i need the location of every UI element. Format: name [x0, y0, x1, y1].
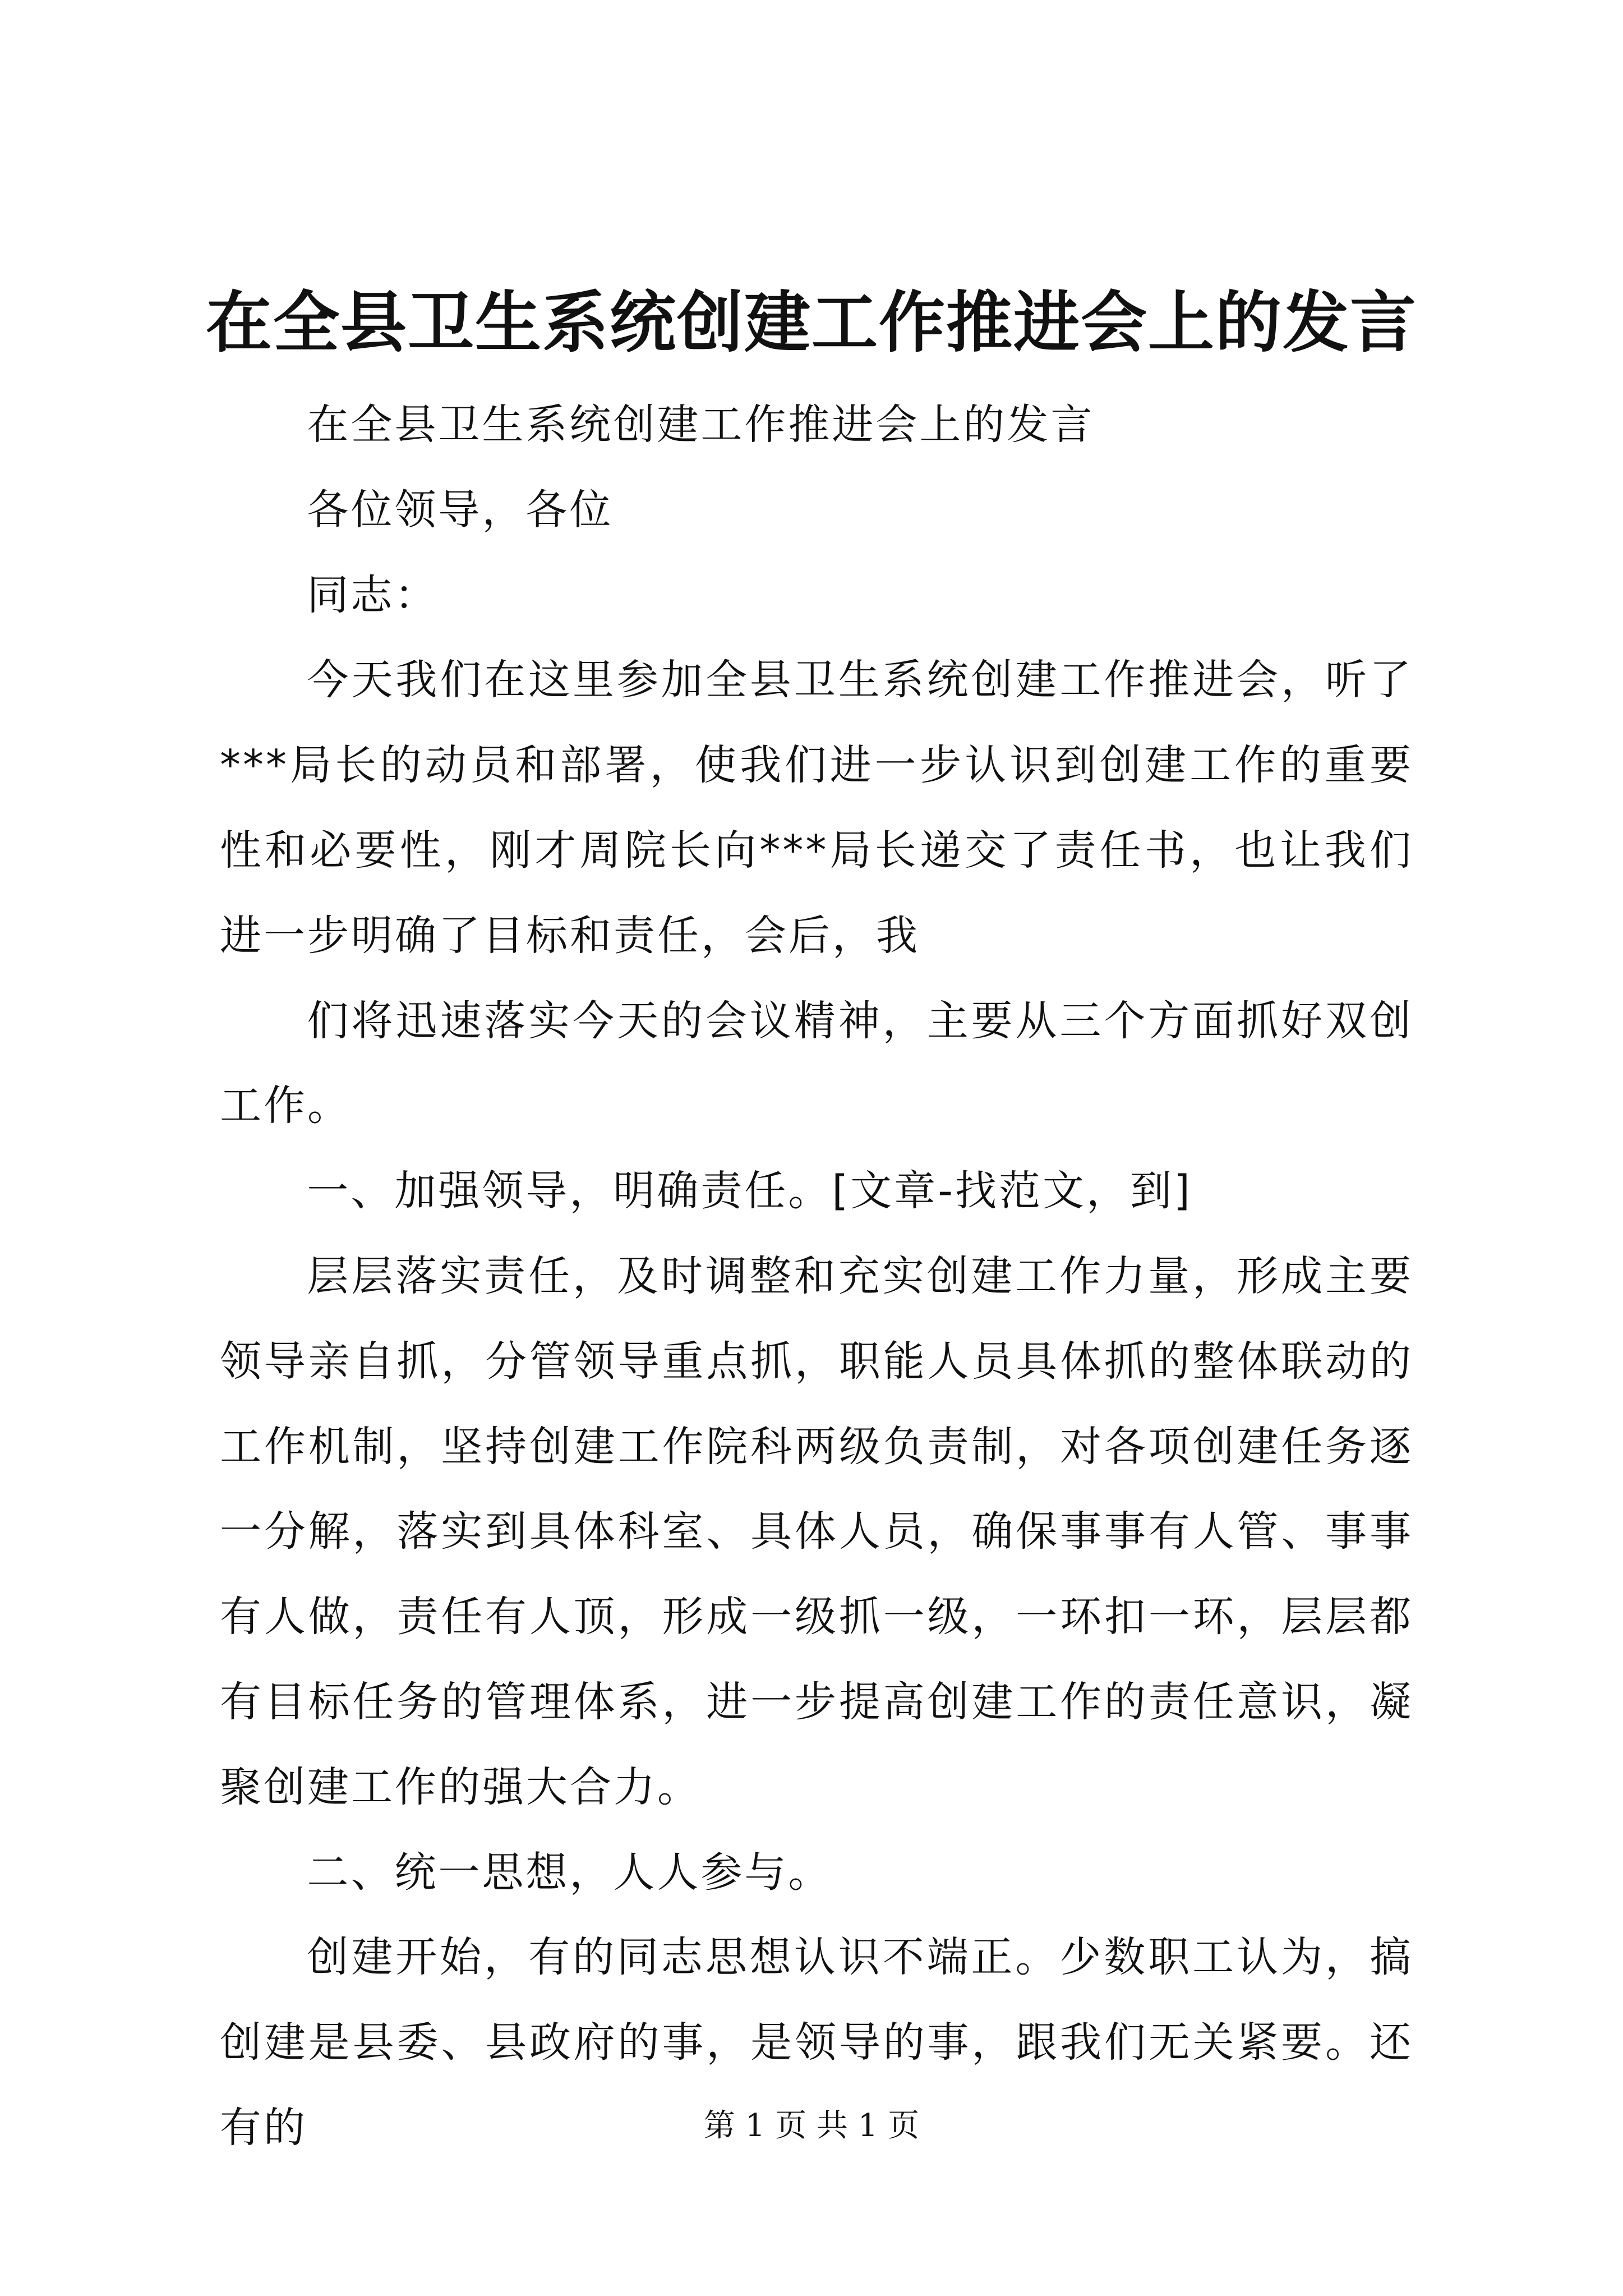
paragraph-section-1: 层层落实责任，及时调整和充实创建工作力量，形成主要领导亲自抓，分管领导重点抓，职能人员具体抓的整体联动的工作机制，坚持创建工作院科两级负责制，对各项创建任务逐一分解，落实到具体科室、具体人员，确保事事有人管、事事有人做，责任有人顶，形成一级抓一级，一环扣一环，层层都有目标任务的管理体系，进一步提高创建工作的责任意识，凝聚创建工作的强大合力。 [220, 1251, 1413, 1811]
paragraph-subtitle: 在全县卫生系统创建工作推进会上的发言 [307, 401, 1095, 449]
paragraph-intro: 今天我们在这里参加全县卫生系统创建工作推进会，听了***局长的动员和部署，使我们进一步认识到创建工作的重要性和必要性，刚才周院长向***局长递交了责任书，也让我们进一步明确了目标和责任，会后，我 [220, 656, 1413, 960]
section-heading-2: 二、统一思想，人人参与。 [307, 1848, 832, 1897]
page-footer: 第 1 页 共 1 页 [703, 2108, 920, 2144]
paragraph-section-2: 创建开始，有的同志思想认识不端正。少数职工认为，搞创建是县委、县政府的事，是领导的事，跟我们无关紧要。还有的 [220, 1933, 1413, 2152]
paragraph-intro-cont: 们将迅速落实今天的会议精神，主要从三个方面抓好双创工作。 [220, 996, 1413, 1130]
document-body [220, 383, 1413, 2171]
paragraph-salutation: 各位领导，各位 [307, 485, 614, 534]
paragraph-salutation-cont: 同志： [307, 570, 439, 619]
section-heading-1: 一、加强领导，明确责任。[文章-找范文，到] [307, 1167, 1192, 1216]
document-title: 在全县卫生系统创建工作推进会上的发言 [205, 283, 1417, 361]
